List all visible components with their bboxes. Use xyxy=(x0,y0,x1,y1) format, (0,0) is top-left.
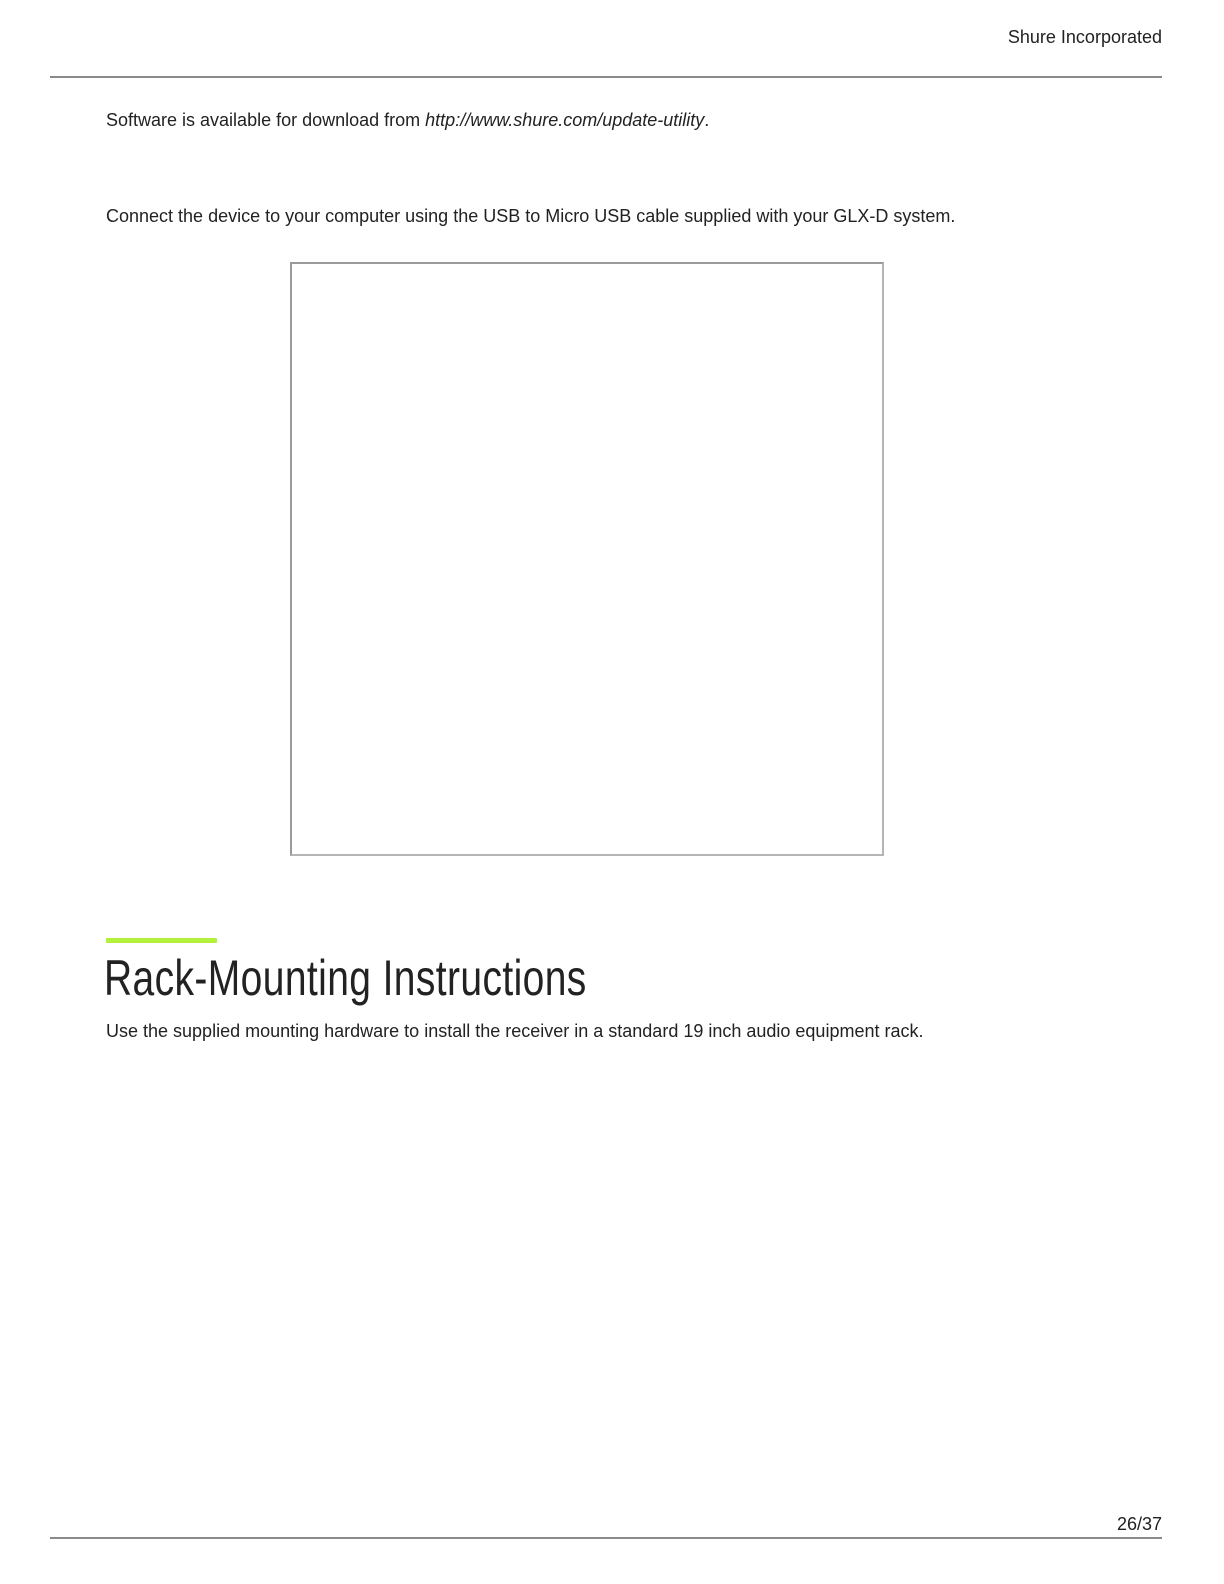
footer-divider xyxy=(50,1537,1162,1539)
header-company-name: Shure Incorporated xyxy=(1007,27,1162,47)
software-download-paragraph xyxy=(106,109,709,131)
page-number: 26/37 xyxy=(1116,1514,1162,1534)
update-utility-url: http://www.shure.com/update-utility xyxy=(425,110,705,130)
usb-connection-image-placeholder xyxy=(290,262,884,856)
rack-mounting-paragraph: Use the supplied mounting hardware to install the receiver in a standard 19 inch audio equipment rack. xyxy=(106,1021,924,1041)
heading-accent-bar xyxy=(106,938,217,943)
header-divider xyxy=(50,76,1162,78)
connect-device-paragraph: Connect the device to your computer using the USB to Micro USB cable supplied with your GLX-D system. xyxy=(106,206,956,226)
rack-mounting-heading: Rack-Mounting Instructions xyxy=(104,950,587,1006)
software-download-period: . xyxy=(704,110,710,130)
software-download-text: Software is available for download from xyxy=(106,110,426,130)
